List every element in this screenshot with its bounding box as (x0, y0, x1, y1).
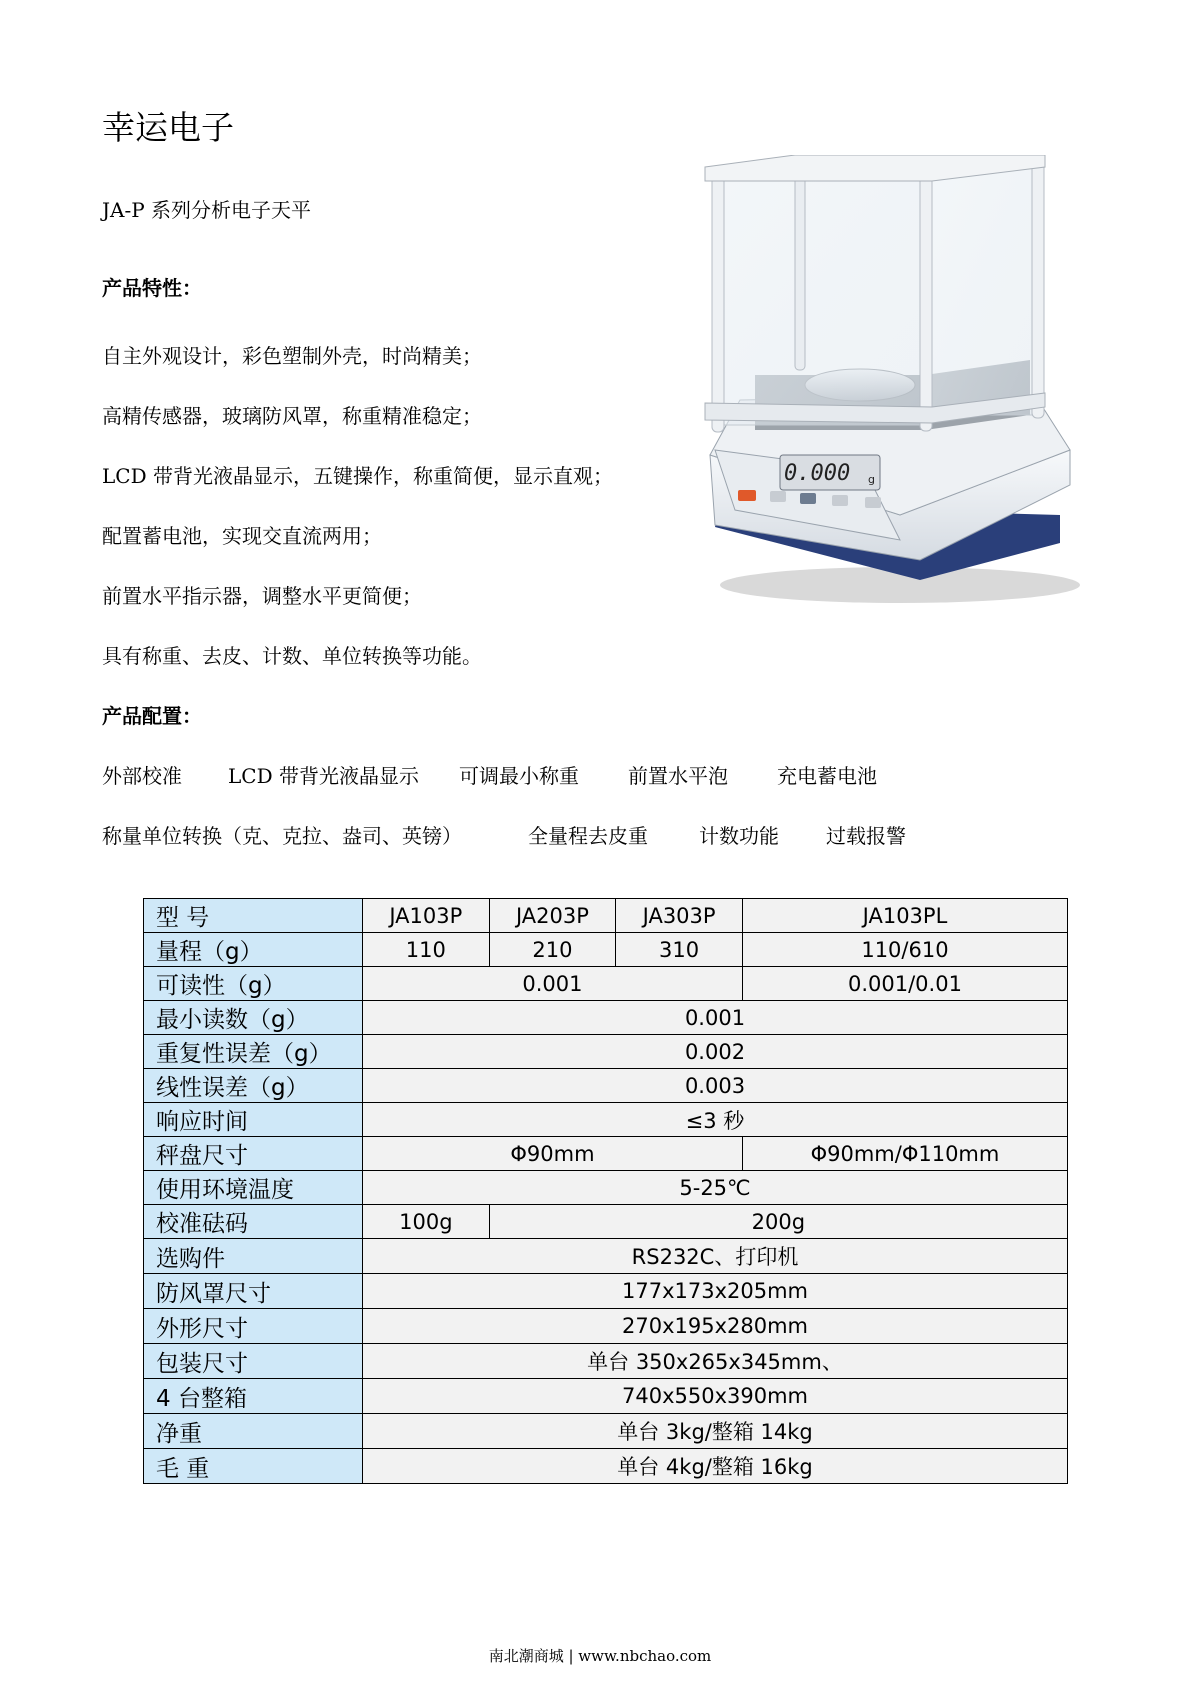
row-label: 最小读数（g） (144, 1001, 363, 1035)
feature-item: 前置水平指示器，调整水平更简便； (102, 584, 422, 608)
model-cell: JA103PL (742, 899, 1067, 933)
value-cell: 110/610 (742, 933, 1067, 967)
value-cell: 0.001 (363, 1001, 1068, 1035)
model-cell: JA203P (489, 899, 616, 933)
row-label: 型 号 (144, 899, 363, 933)
table-row (144, 1137, 1068, 1171)
config-item: 外部校准 (102, 764, 182, 788)
feature-item: LCD 带背光液晶显示，五键操作，称重简便，显示直观； (102, 464, 613, 488)
value-cell: 单台 350x265x345mm、 (363, 1344, 1068, 1379)
product-subtitle: JA-P 系列分析电子天平 (102, 198, 312, 222)
table-row (144, 899, 1068, 933)
table-row (144, 1103, 1068, 1137)
row-label: 可读性（g） (144, 967, 363, 1001)
value-cell: 110 (363, 933, 490, 967)
table-row (144, 967, 1068, 1001)
analytical-balance-image (700, 155, 1100, 615)
config-item: 过载报警 (826, 824, 906, 848)
model-cell: JA103P (363, 899, 490, 933)
feature-item: 自主外观设计，彩色塑制外壳，时尚精美； (102, 344, 482, 368)
value-cell: 5-25℃ (363, 1171, 1068, 1205)
footer-text: 南北潮商城 | www.nbchao.com (488, 1647, 712, 1665)
value-cell: 740x550x390mm (363, 1379, 1068, 1414)
row-label: 校准砝码 (144, 1205, 363, 1239)
value-cell: 0.001/0.01 (742, 967, 1067, 1001)
config-heading: 产品配置： (102, 704, 202, 728)
value-cell: ≤3 秒 (363, 1103, 1068, 1137)
row-label: 包装尺寸 (144, 1344, 363, 1379)
value-cell: 0.002 (363, 1035, 1068, 1069)
value-cell: 0.003 (363, 1069, 1068, 1103)
feature-item: 配置蓄电池，实现交直流两用； (102, 524, 382, 548)
brand-title: 幸运电子 (102, 108, 234, 147)
spec-table (143, 898, 1068, 1484)
table-row (144, 1414, 1068, 1449)
model-cell: JA303P (616, 899, 743, 933)
table-row (144, 1239, 1068, 1274)
value-cell: 310 (616, 933, 743, 967)
config-item: LCD 带背光液晶显示 (228, 764, 419, 788)
value-cell: 177x173x205mm (363, 1274, 1068, 1309)
table-row (144, 1379, 1068, 1414)
value-cell: Φ90mm (363, 1137, 743, 1171)
table-row (144, 1205, 1068, 1239)
table-row (144, 1035, 1068, 1069)
row-label: 响应时间 (144, 1103, 363, 1137)
config-item: 称量单位转换（克、克拉、盎司、英镑） (102, 824, 462, 848)
table-row (144, 1001, 1068, 1035)
row-label: 线性误差（g） (144, 1069, 363, 1103)
table-row (144, 1344, 1068, 1379)
row-label: 量程（g） (144, 933, 363, 967)
row-label: 重复性误差（g） (144, 1035, 363, 1069)
feature-item: 具有称重、去皮、计数、单位转换等功能。 (102, 644, 482, 668)
table-row (144, 1171, 1068, 1205)
feature-item: 高精传感器，玻璃防风罩，称重精准稳定； (102, 404, 482, 428)
value-cell: 100g (363, 1205, 490, 1239)
config-item: 计数功能 (699, 824, 779, 848)
value-cell: Φ90mm/Φ110mm (742, 1137, 1067, 1171)
row-label: 净重 (144, 1414, 363, 1449)
row-label: 选购件 (144, 1239, 363, 1274)
value-cell: 单台 4kg/整箱 16kg (363, 1449, 1068, 1484)
value-cell: 210 (489, 933, 616, 967)
row-label: 4 台整箱 (144, 1379, 363, 1414)
value-cell: 270x195x280mm (363, 1309, 1068, 1344)
table-row (144, 1069, 1068, 1103)
features-heading: 产品特性： (102, 276, 202, 300)
table-row (144, 933, 1068, 967)
value-cell: 单台 3kg/整箱 14kg (363, 1414, 1068, 1449)
table-row (144, 1274, 1068, 1309)
lcd-reading: 0.000 (784, 461, 851, 486)
config-item: 全量程去皮重 (528, 824, 648, 848)
value-cell: RS232C、打印机 (363, 1239, 1068, 1274)
table-row (144, 1449, 1068, 1484)
row-label: 使用环境温度 (144, 1171, 363, 1205)
lcd-unit: g (868, 473, 875, 486)
value-cell: 0.001 (363, 967, 743, 1001)
row-label: 防风罩尺寸 (144, 1274, 363, 1309)
config-item: 前置水平泡 (628, 764, 728, 788)
row-label: 秤盘尺寸 (144, 1137, 363, 1171)
row-label: 外形尺寸 (144, 1309, 363, 1344)
value-cell: 200g (489, 1205, 1067, 1239)
config-item: 可调最小称重 (459, 764, 579, 788)
config-item: 充电蓄电池 (777, 764, 877, 788)
table-row (144, 1309, 1068, 1344)
row-label: 毛 重 (144, 1449, 363, 1484)
